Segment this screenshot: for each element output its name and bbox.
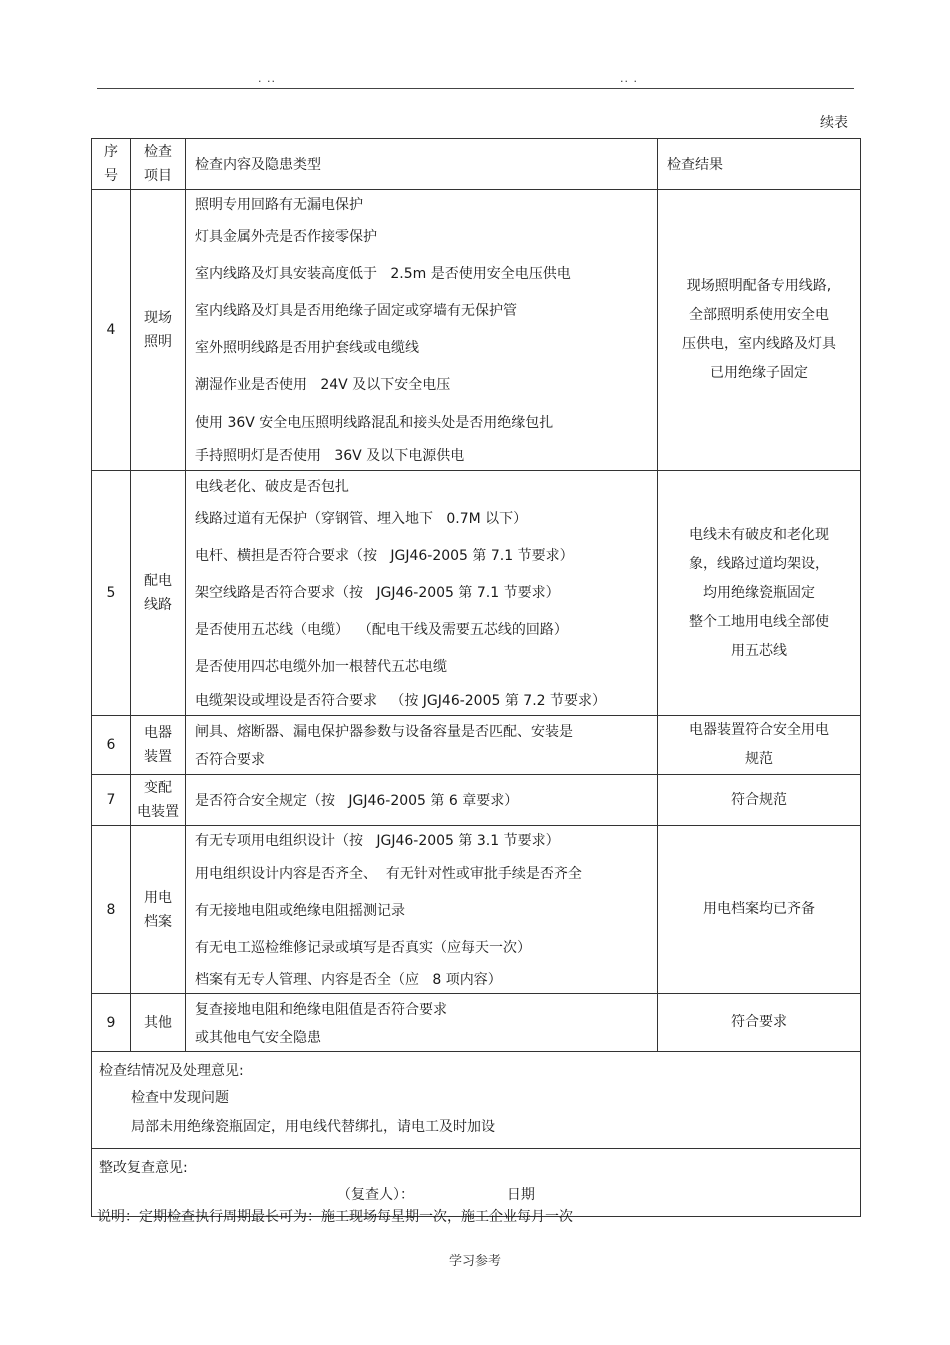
row-item-line: 电装置: [137, 804, 179, 820]
row-item-line: 变配: [144, 780, 172, 796]
row-item-line: 其他: [144, 1014, 172, 1031]
reviewer-label: （复查人）：: [337, 1187, 414, 1203]
table-row: [92, 716, 861, 775]
row-item-line: 装置: [144, 749, 172, 765]
result-line: 电器装置符合安全用电: [689, 722, 829, 738]
content-line: 有无专项用电组织设计（按 JGJ46-2005 第 3.1 节要求）: [195, 833, 560, 849]
header-item-line: 项目: [144, 168, 172, 184]
header-num: [92, 139, 131, 190]
content-line: 潮湿作业是否使用 24V 及以下安全电压: [195, 377, 451, 393]
row-item-line: 线路: [144, 597, 172, 613]
content-line: 使用 36V 安全电压照明线路混乱和接头处是否用绝缘包扎: [195, 414, 554, 431]
result-line: 压供电，室内线路及灯具: [682, 336, 836, 352]
header-num-line: 序: [104, 144, 118, 160]
row-item: [131, 190, 186, 471]
row-item-line: 现场: [144, 310, 172, 326]
row-item: [131, 775, 186, 826]
header-result: 检查结果: [658, 139, 861, 190]
note: 说明：定期检查执行周期最长可为：施工现场每星期一次，施工企业每月一次: [97, 1209, 573, 1225]
row-content: [186, 775, 658, 826]
result-line: 用五芯线: [731, 642, 787, 659]
result-line: 象，线路过道均架设，: [689, 555, 829, 572]
result-line: 规范: [745, 751, 773, 767]
row-content: [186, 716, 658, 775]
row-result: [658, 471, 861, 716]
content-line: 复查接地电阻和绝缘电阻值是否符合要求: [195, 1001, 447, 1018]
content-line: 有无电工巡检维修记录或填写是否真实（应每天一次）: [195, 939, 531, 956]
table-row: [92, 190, 861, 471]
result-line: 电线未有破皮和老化现: [689, 526, 829, 543]
row-content: [186, 190, 658, 471]
header-rule: [97, 88, 854, 89]
opinion-line: 检查中发现问题: [131, 1090, 229, 1106]
content-line: 否符合要求: [195, 752, 265, 768]
row-result: [658, 716, 861, 775]
header-item: [131, 139, 186, 190]
header-dots-left: . ..: [258, 72, 276, 85]
row-result: [658, 994, 861, 1052]
result-line: 现场照明配备专用线路,: [686, 278, 832, 294]
content-line: 电杆、横担是否符合要求（按 JGJ46-2005 第 7.1 节要求）: [195, 548, 574, 564]
content-line: 闸具、熔断器、漏电保护器参数与设备容量是否匹配、安装是: [195, 724, 573, 740]
inspection-table: [91, 138, 861, 1217]
content-line: 是否使用五芯线（电缆） （配电干线及需要五芯线的回路）: [195, 622, 568, 638]
row-result: [658, 190, 861, 471]
row-number: 4: [92, 190, 131, 471]
row-content: [186, 826, 658, 994]
result-line: 全部照明系使用安全电: [689, 307, 829, 323]
row-item: [131, 471, 186, 716]
row-result: [658, 775, 861, 826]
row-content: [186, 471, 658, 716]
continued-label: 续表: [820, 115, 848, 131]
row-number: 6: [92, 716, 131, 775]
table-header-row: [92, 139, 861, 190]
row-number: 8: [92, 826, 131, 994]
inspection-opinion: [92, 1052, 861, 1149]
page-footer: 学习参考: [448, 1254, 501, 1269]
row-item-line: 配电: [144, 573, 172, 589]
content-line: 手持照明灯是否使用 36V 及以下电源供电: [195, 448, 465, 464]
opinion-title: 检查结情况及处理意见:: [99, 1063, 244, 1079]
row-content: [186, 994, 658, 1052]
row-number: 9: [92, 994, 131, 1052]
header-content: 检查内容及隐患类型: [186, 139, 658, 190]
row-item: [131, 716, 186, 775]
table-row: [92, 994, 861, 1052]
row-item: [131, 994, 186, 1052]
content-line: 灯具金属外壳是否作接零保护: [195, 228, 377, 245]
row-item-line: 电器: [144, 725, 172, 741]
content-line: 有无接地电阻或绝缘电阻摇测记录: [195, 902, 405, 919]
row-item-line: 用电: [144, 889, 172, 906]
content-line: 电缆架设或埋设是否符合要求 （按 JGJ46-2005 第 7.2 节要求）: [195, 692, 607, 709]
row-result: [658, 826, 861, 994]
content-line: 档案有无专人管理、内容是否全（应 8 项内容）: [195, 972, 502, 988]
header-item-line: 检查: [144, 144, 172, 160]
content-line: 用电组织设计内容是否齐全、 有无针对性或审批手续是否齐全: [195, 865, 582, 882]
date-label: 日期: [506, 1187, 535, 1203]
result-line: 均用绝缘瓷瓶固定: [703, 584, 815, 601]
content-line: 或其他电气安全隐患: [195, 1029, 321, 1046]
content-line: 电线老化、破皮是否包扎: [195, 478, 349, 495]
content-line: 是否符合安全规定（按 JGJ46-2005 第 6 章要求）: [195, 793, 519, 809]
table-row: [92, 826, 861, 994]
opinion-line: 局部未用绝缘瓷瓶固定，用电线代替绑扎，请电工及时加设: [131, 1119, 495, 1135]
content-line: 室外照明线路是否用护套线或电缆线: [195, 339, 419, 356]
table-row: [92, 775, 861, 826]
result-line: 符合要求: [731, 1014, 787, 1030]
content-line: 线路过道有无保护（穿钢管、埋入地下 0.7M 以下）: [195, 511, 528, 527]
content-line: 照明专用回路有无漏电保护: [195, 196, 363, 213]
content-line: 是否使用四芯电缆外加一根替代五芯电缆: [195, 659, 447, 675]
table-row: [92, 471, 861, 716]
result-line: 用电档案均已齐备: [703, 901, 815, 917]
result-line: 整个工地用电线全部使: [689, 613, 829, 630]
row-item-line: 照明: [144, 334, 172, 350]
inspection-opinion-row: [92, 1052, 861, 1149]
content-line: 室内线路及灯具安装高度低于 2.5m 是否使用安全电压供电: [195, 265, 571, 282]
row-number: 5: [92, 471, 131, 716]
content-line: 室内线路及灯具是否用绝缘子固定或穿墙有无保护管: [195, 302, 517, 319]
result-line: 符合规范: [731, 791, 787, 808]
row-item: [131, 826, 186, 994]
header-dots-right: .. .: [620, 72, 638, 85]
header-num-line: 号: [104, 168, 118, 184]
row-item-line: 档案: [144, 913, 172, 930]
content-line: 架空线路是否符合要求（按 JGJ46-2005 第 7.1 节要求）: [195, 585, 560, 601]
rectification-title: 整改复查意见:: [99, 1160, 188, 1176]
row-number: 7: [92, 775, 131, 826]
result-line: 已用绝缘子固定: [710, 365, 808, 381]
